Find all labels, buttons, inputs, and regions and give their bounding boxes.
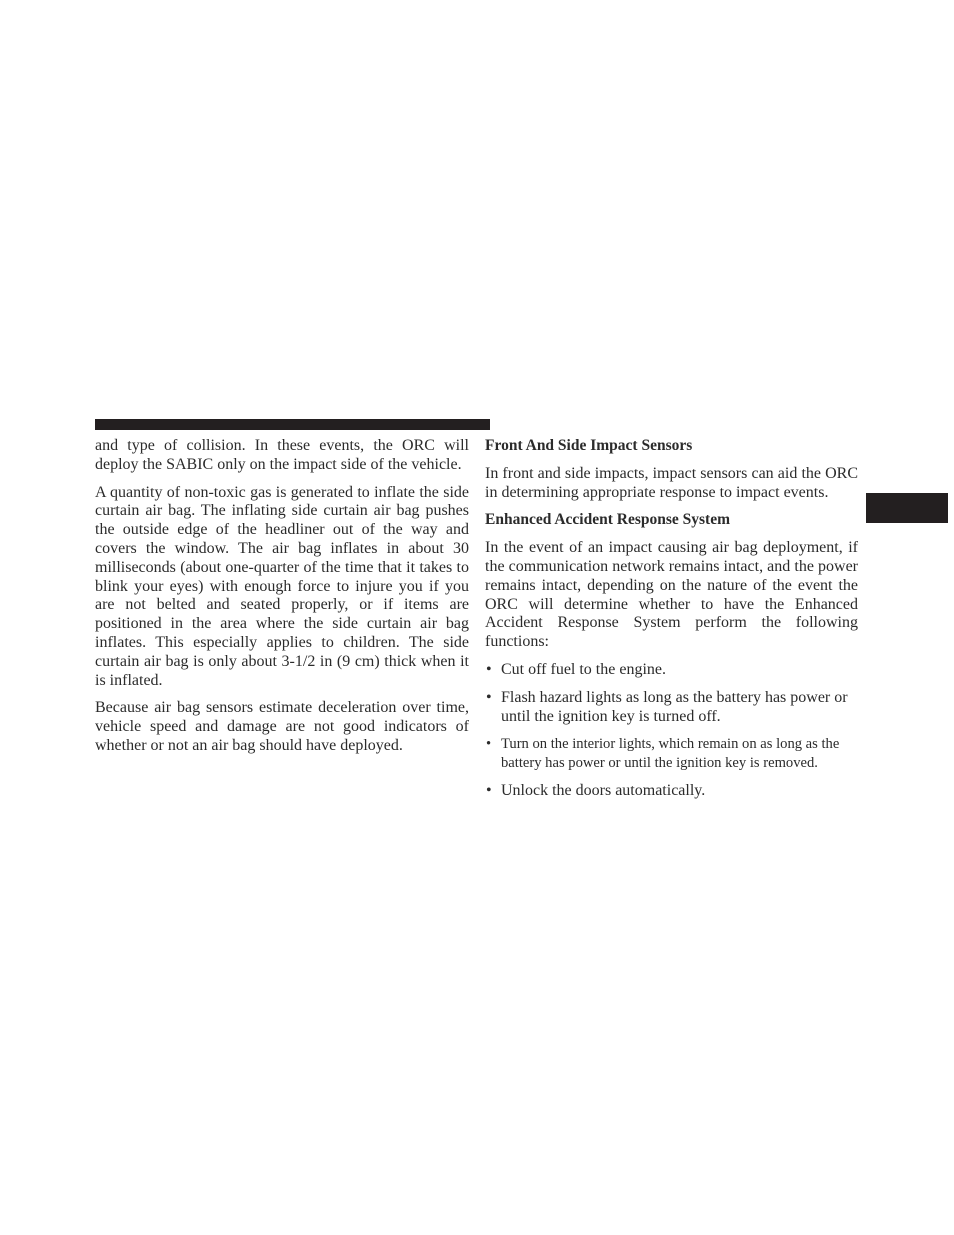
list-item-text: Cut off fuel to the engine.	[501, 660, 666, 678]
heading-enhanced-accident-response: Enhanced Accident Response System	[485, 511, 731, 529]
list-item-text: Unlock the doors automatically.	[501, 781, 706, 799]
chapter-tab	[866, 493, 948, 523]
list-item	[485, 782, 858, 801]
section-header-bar	[95, 419, 490, 430]
paragraph-impact-sensors: In front and side impacts, impact sensors can aid the ORC in determining appropriate response to impact events.	[485, 464, 858, 501]
left-column	[95, 437, 469, 765]
list-item	[485, 661, 858, 680]
list-item	[485, 735, 858, 773]
right-column	[485, 437, 858, 810]
bullet-icon: •	[486, 781, 492, 799]
list-item-text: Turn on the interior lights, which remain on as long as the battery has power or until the ignition key is removed.	[501, 736, 840, 772]
list-item-text: Flash hazard lights as long as the battery has power or until the ignition key is turned off.	[501, 688, 848, 725]
bullet-icon: •	[486, 688, 492, 706]
paragraph-gas-inflation: A quantity of non-toxic gas is generated to inflate the side curtain air bag. The inflating side curtain air bag pushes the outside edge of the headliner out of the way and covers the window. The air bag inflates in about 30 milliseconds (about one-quarter of the time that it takes to blink your eyes) with enough force to injure you if you are not belted and seated properly, or if items are positioned in the area where the side curtain air bag inflates. This especially applies to children. The side curtain air bag is only about 3-1/2 in (9 cm) thick when it is inflated.	[95, 483, 469, 689]
paragraph-sensor-estimate: Because air bag sensors estimate deceleration over time, vehicle speed and damage are not good indicators of whether or not an air bag should have deployed.	[95, 699, 469, 754]
paragraph-collision-type: and type of collision. In these events, the ORC will deploy the SABIC only on the impact side of the vehicle.	[95, 437, 469, 473]
heading-front-side-impact-sensors: Front And Side Impact Sensors	[485, 437, 693, 454]
paragraph-enhanced-response: In the event of an impact causing air bag deployment, if the communication network remains intact, and the power remains intact, depending on the nature of the event the ORC will determine whether to have the Enhanced Accident Response System perform the following functions:	[485, 539, 858, 651]
bullet-icon: •	[486, 736, 492, 753]
bullet-icon: •	[486, 660, 492, 678]
function-list	[485, 661, 858, 801]
list-item	[485, 689, 858, 727]
